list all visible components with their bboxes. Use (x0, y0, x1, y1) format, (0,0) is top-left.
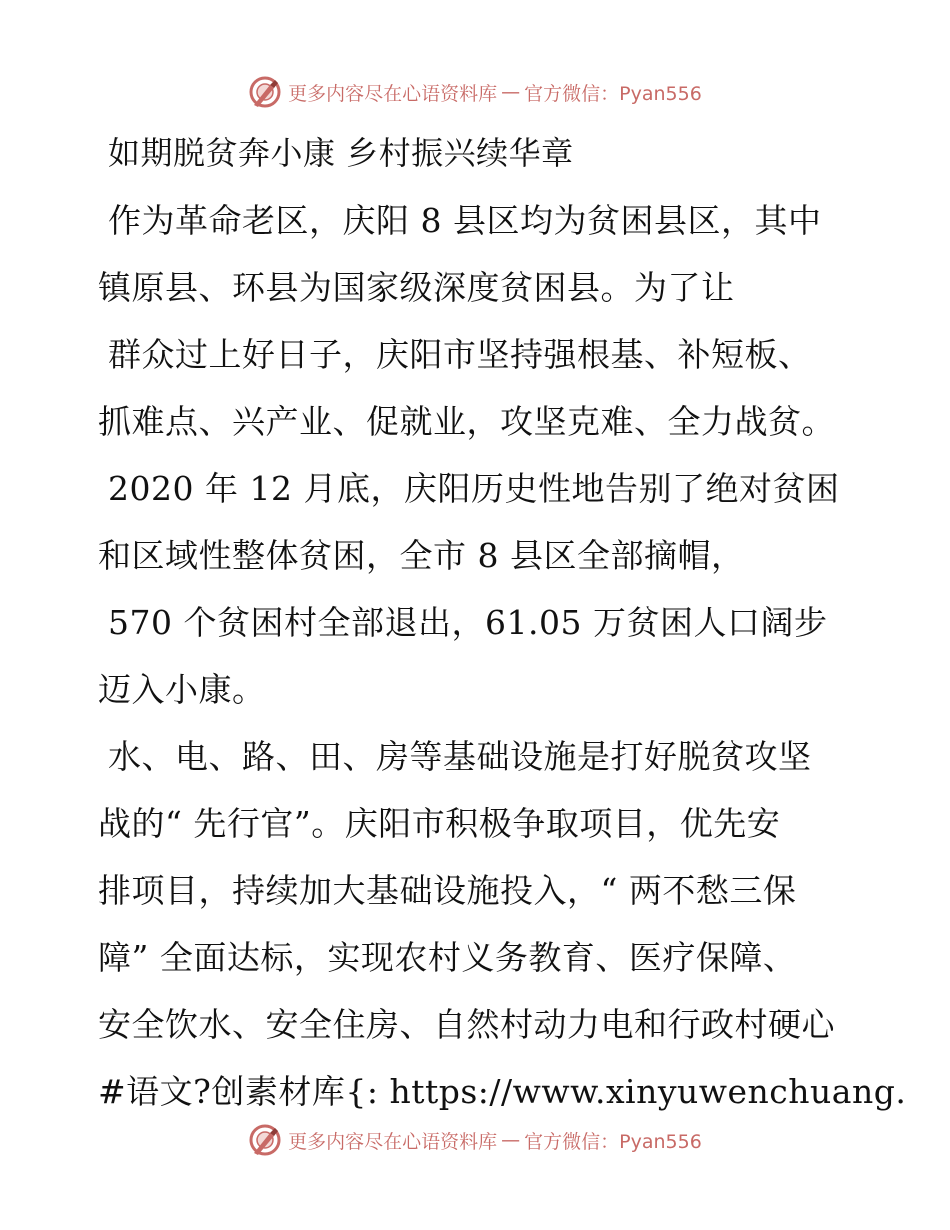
document-title: 如期脱贫奔小康 乡村振兴续华章 (108, 134, 574, 172)
footer-watermark (0, 1120, 950, 1160)
paragraph-line: 障” 全面达标，实现农村义务教育、医疗保障、 (98, 938, 797, 977)
watermark-wechat-text: 官方微信：Pyan556 (524, 82, 702, 105)
paragraph-line: 2020 年 12 月底，庆阳历史性地告别了绝对贫困 (108, 469, 840, 508)
watermark-separator: — (501, 1129, 521, 1151)
watermark-site-text: 更多内容尽在心语资料库 (288, 82, 498, 105)
paragraph-line: 群众过上好日子，庆阳市坚持强根基、补短板、 (108, 335, 812, 374)
paragraph-line: 570 个贫困村全部退出，61.05 万贫困人口阔步 (108, 603, 828, 642)
paragraph-line: 和区域性整体贫困，全市 8 县区全部摘帽， (98, 536, 745, 575)
pen-logo-icon (248, 1123, 282, 1157)
paragraph-line: 抓难点、兴产业、促就业，攻坚克难、全力战贫。 (98, 402, 835, 441)
source-link-line: #语文?创素材库{: https://www.xinyuwenchuang. (98, 1072, 907, 1111)
paragraph-line: 水、电、路、田、房等基础设施是打好脱贫攻坚 (108, 737, 812, 776)
watermark-wechat-text: 官方微信：Pyan556 (524, 1130, 702, 1153)
watermark-separator: — (501, 81, 521, 103)
paragraph-line: 战的“ 先行官”。庆阳市积极争取项目，优先安 (98, 804, 781, 843)
header-watermark (0, 72, 950, 112)
document-body (98, 120, 907, 1125)
paragraph-line: 作为革命老区，庆阳 8 县区均为贫困县区，其中 (108, 201, 822, 240)
watermark-site-text: 更多内容尽在心语资料库 (288, 1130, 498, 1153)
paragraph-line: 排项目，持续加大基础设施投入，“ 两不愁三保 (98, 871, 797, 910)
paragraph-line: 安全饮水、安全住房、自然村动力电和行政村硬心 (98, 1005, 835, 1044)
pen-logo-icon (248, 75, 282, 109)
paragraph-line: 镇原县、环县为国家级深度贫困县。为了让 (98, 268, 735, 307)
paragraph-line: 迈入小康。 (98, 670, 266, 709)
